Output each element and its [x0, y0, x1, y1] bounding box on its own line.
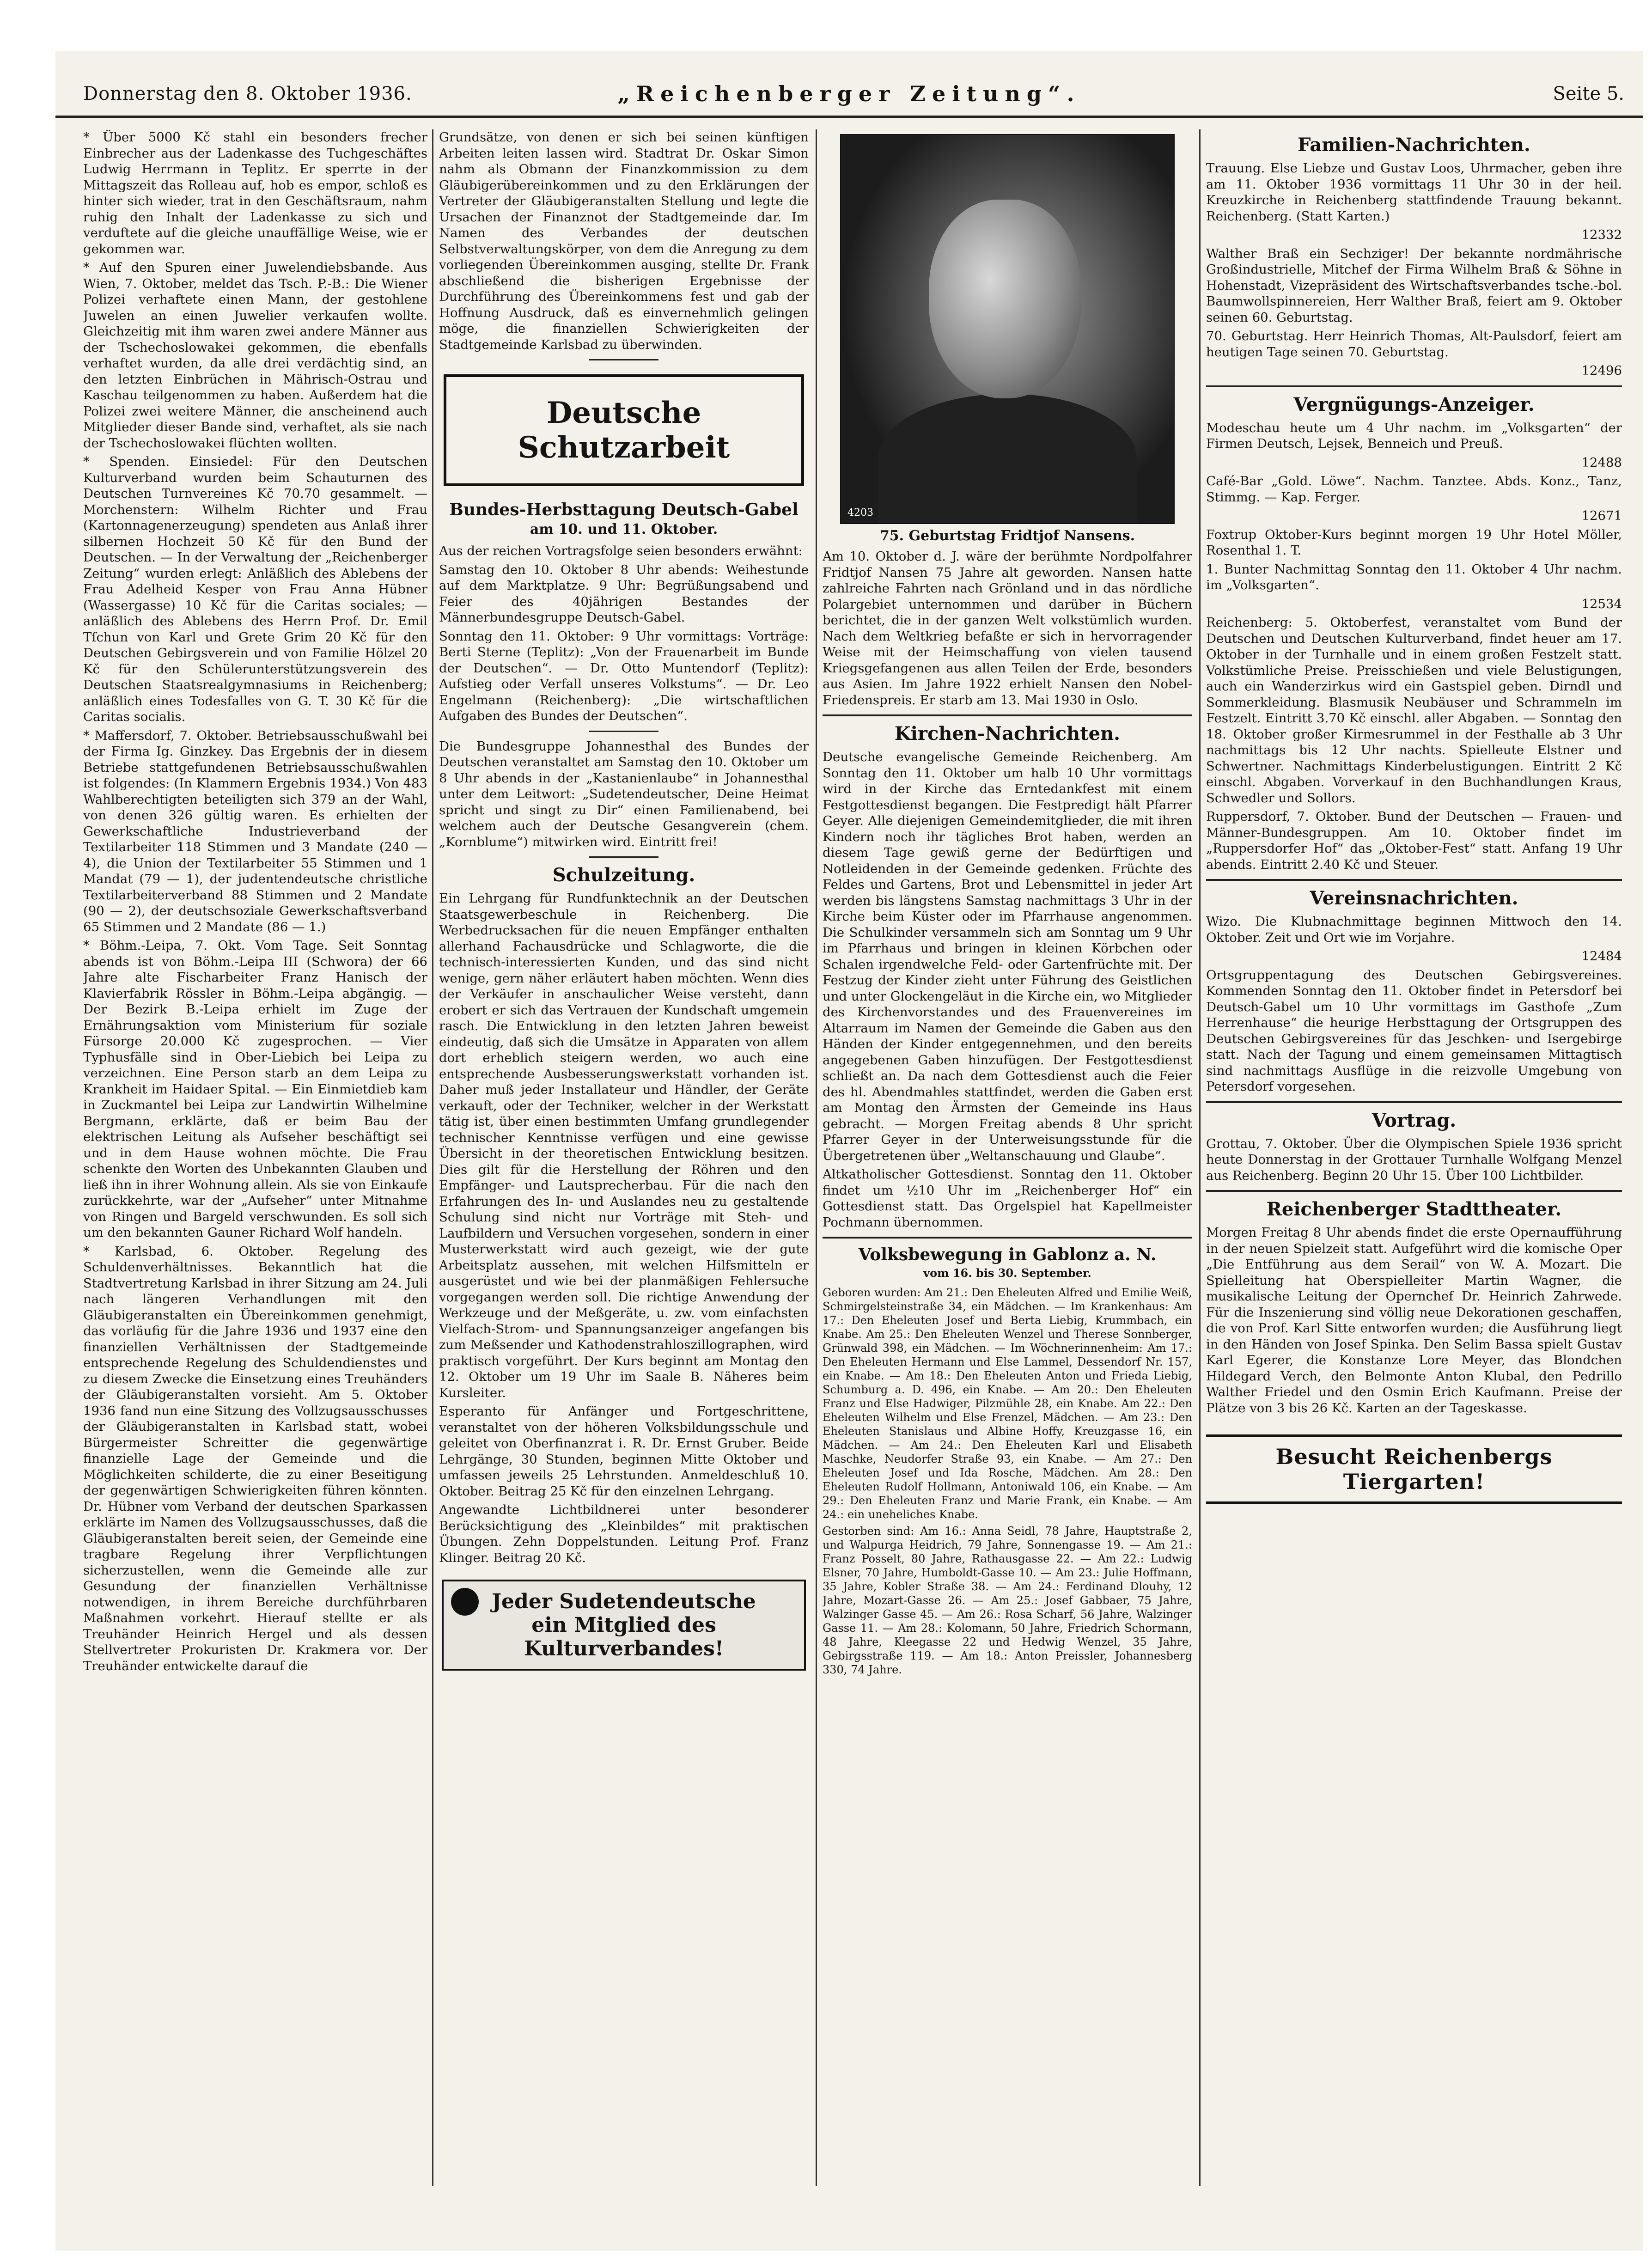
article-nansen: Am 10. Oktober d. J. wäre der berühmte Nordpolfahrer Fridtjof Nansen 75 Jahre alt geworden. Nansen hatte zahlreiche Fahrten nach Grönland und in das nördliche Polargebiet unternommen und darüber in Büchern berichtet, die in der ganzen Welt volkstümlich wurden. Nach dem Weltkrieg befaßte er sich in hervorragender Weise mit der Heimschaffung von vielen tausend Kriegsgefangenen aus allen Teilen der Erde, besonders aus Asien. Im Jahre 1922 erhielt Nansen den Nobel-Friedenspreis. Er starb am 13. Mai 1930 in Oslo. [823, 549, 1192, 708]
separator [589, 856, 658, 858]
separator [823, 714, 1192, 716]
article-johannesthal: Die Bundesgruppe Johannesthal des Bundes der Deutschen veranstaltet am Samstag den 10. Oktober um 8 Uhr abends in der „Kastanienlaube“ in Johannesthal unter dem Leitwort: „Sudetendeutscher, Deine Heimat spricht und singt zu Dir“ einen Familienabend, bei welchem auch der Deutsche Gesangverein (chem. „Kornblume“) mitwirken wird. Eintritt frei! [439, 738, 809, 849]
heading-vergnuegungs-anzeiger: Vergnügungs-Anzeiger. [1293, 393, 1535, 415]
kulturverband-ad-line1: Jeder Sudetendeutsche [492, 1590, 756, 1613]
kulturverband-ad-line2: ein Mitglied des Kulturverbandes! [524, 1613, 724, 1660]
kulturverband-ad [442, 1580, 806, 1671]
article-karlsbad-debt: * Karlsbad, 6. Oktober. Regelung des Schuldenverhältnisses. Bekanntlich hat die Stadtvertretung Karlsbad in ihrer Sitzung am 24. Juli nach längeren Verhandlungen mit den Gläubigeranstalten ein Übereinkommen genehmigt, das vorläufig für die Jahre 1936 und 1937 eine den finanziellen Verhältnissen der Stadtgemeinde entsprechende Regelung des Schuldendienstes und zu diesem Zwecke die Einsetzung eines Treuhänders der Gläubigeranstalten vorsieht. Am 5. Oktober 1936 fand nun eine Sitzung des Vollzugsausschusses der Gläubigeranstalten in Karlsbad statt, wobei Bürgermeister Schreitter die gegenwärtige finanzielle Lage der Gemeinde und die Möglichkeiten schilderte, die zu einer Beseitigung der gegenwärtigen Schwierigkeiten führen könnten. Dr. Hübner vom Verband der deutschen Sparkassen erklärte im Namen des Vollzugsausschusses, daß die Gläubigeranstalten bereit seien, der Gemeinde eine tragbare Regelung ihrer Verpflichtungen sicherzustellen, wenn die Gemeinde alle zur Gesundung der finanziellen Verhältnisse notwendigen, in ihrem Bereiche durchführbaren Maßnahmen vorkehrt. Hierauf stellte er als Treuhänder Heinrich Hergel und als dessen Stellvertreter Prokuristen Dr. Krakmera vor. Der Treuhänder entwickelte darauf die [83, 1244, 427, 1673]
article-altkatholisch: Altkatholischer Gottesdienst. Sonntag den 11. Oktober findet um ½10 Uhr im „Reichenberger Hof“ ein Gottesdienst statt. Das Orgelspiel hat Kapellmeister Pochmann übernommen. [823, 1167, 1192, 1230]
notice-number: 12496 [1581, 363, 1622, 378]
article-tagung-saturday: Samstag den 10. Oktober 8 Uhr abends: Weihestunde auf dem Marktplatze. 9 Uhr: Begrüßungsabend und Feier des 40jährigen Bestandes der Männerbundesgruppe Deutsch-Gabel. [439, 562, 809, 625]
notice-cafe-bar: Café-Bar „Gold. Löwe“. Nachm. Tanztee. Abds. Konz., Tanz, Stimmg. — Kap. Ferger. [1206, 474, 1622, 505]
column-4 [1206, 129, 1622, 2186]
notice-bunter-nachmittag: 1. Bunter Nachmittag Sonntag den 11. Oktober 4 Uhr nachm. im „Volksgarten“. [1206, 561, 1622, 592]
notice-ruppersdorf: Ruppersdorf, 7. Oktober. Bund der Deutschen — Frauen- und Männer-Bundesgruppen. Am 10. Oktober findet im „Ruppersdorfer Hof“ das „Oktober-Fest“ statt. Anfang 19 Uhr abends. Eintritt 2.40 Kč und Steuer. [1206, 809, 1622, 872]
separator [1206, 1101, 1622, 1103]
column-rule [816, 129, 817, 2186]
newspaper-page [55, 51, 1643, 2251]
notice-number: 12332 [1581, 227, 1622, 242]
kulturverband-logo-icon [451, 1588, 479, 1616]
article-evangelische-gemeinde: Deutsche evangelische Gemeinde Reichenberg. Am Sonntag den 11. Oktober um halb 10 Uhr vormittags wird in der Kirche das Erntedankfest mit einem Festgottesdienst begangen. Die Festpredigt hält Pfarrer Geyer. Alle diejenigen Gemeindemitglieder, die mit ihren Kindern noch ihr tägliches Brot haben, werden an diesem Tage gewiß gerne der Bedürftigen und Notleidenden in der Gemeinde gedenken. Früchte des Feldes und Gartens, Brot und Lebensmittel in jeder Art werden bis längstens Samstag nachmittags 3 Uhr in der Kirche beim Küster oder im Pfarrhause angenommen. Die Schulkinder versammeln sich am Sonntag um 9 Uhr im Pfarrhaus und bringen in kleinen Körbchen oder Schalen irgendwelche Feld- oder Gartenfrüchte mit. Der Festzug der Kinder zieht unter Führung des Geistlichen und unter Glockengeläut in die Kirche ein, wo Mitglieder des Kirchenvorstandes und des Frauenvereines im Altarraum im Namen der Gemeinde die Gaben aus den Händen der Kinder entgegennehmen, und den bereits angegebenen Gaben hinzufügen. Der Festgottesdienst schließt an. Da nach dem Gottesdienst auch die Feier des hl. Abendmahles stattfindet, werden die Gaben erst am Montag den Ärmsten der Gemeinde ins Haus gebracht. — Morgen Freitag abends 8 Uhr spricht Pfarrer Geyer in der Unterweisungsstunde für die Übergetretenen über „Weltanschauung und Glaube“. [823, 750, 1192, 1163]
heading-bundes-herbsttagung: Bundes-Herbsttagung Deutsch-Gabel [449, 500, 799, 519]
column-3 [823, 129, 1192, 2186]
article-maffersdorf-election: * Maffersdorf, 7. Oktober. Betriebsausschußwahl bei der Firma Ig. Ginzkey. Das Ergebnis der in diesem Betriebe stattgefundenen Betriebsausschußwahlen ist folgendes: (In Klammern Ergebnis 1934.) Von 483 Wahlberechtigten beteiligten sich 379 an der Wahl, von denen 326 gültig waren. Es erhielten der Gewerkschaftliche Industrieverband der Textilarbeiter 118 Stimmen und 3 Mandate (240 — 4), die Union der Textilarbeiter 55 Stimmen und 1 Mandat (79 — 1), der judentendeutsche christliche Textilarbeiterverband 88 Stimmen und 2 Mandate (90 — 2), der deutschsoziale Gewerkschaftsverband 65 Stimmen und 2 Mandate (86 — 1.) [83, 728, 427, 934]
list-births: Geboren wurden: Am 21.: Den Eheleuten Alfred und Emilie Weiß, Schmirgelsteinstraße 34, ein Mädchen. — Im Krankenhaus: Am 17.: Den Eheleuten Josef und Berta Liebig, Krummbach, ein Knabe. Am 25.: Den Eheleuten Wenzel und Therese Sonnberger, Grünwald 398, ein Mädchen. — Im Wöchnerinnenheim: Am 17.: Den Eheleuten Hermann und Else Lammel, Dessendorf Nr. 157, ein Knabe. — Am 18.: Den Eheleuten Anton und Frieda Liebig, Schumburg a. D. 496, ein Knabe. — Am 20.: Den Eheleuten Franz und Else Hadwiger, Pilzmühle 28, ein Knabe. Am 22.: Den Eheleuten Wilhelm und Else Frenzel, Mädchen. — Am 23.: Den Eheleuten Stanislaus und Albine Hoffy, Kreuzgasse 16, ein Mädchen. — Am 24.: Den Eheleuten Karl und Elisabeth Maschke, Neudorfer Straße 93, ein Knabe. — Am 27.: Den Eheleuten Josef und Ida Rosche, Mädchen. Am 28.: Den Eheleuten Rudolf Hollmann, Antoniwald 106, ein Knabe. — Am 29.: Den Eheleuten Franz und Marie Frank, ein Knabe. — Am 24.: ein uneheliches Knabe. [823, 1286, 1192, 1521]
heading-kirchen-nachrichten: Kirchen-Nachrichten. [894, 723, 1121, 744]
notice-number: 12484 [1581, 949, 1622, 964]
tiergarten-ad: Besucht Reichenbergs Tiergarten! [1206, 1434, 1622, 1504]
nansen-portrait-photo [840, 134, 1175, 524]
heading-vereinsnachrichten: Vereinsnachrichten. [1310, 887, 1518, 909]
notice-oktoberfest: Reichenberg: 5. Oktoberfest, veranstaltet vom Bund der Deutschen und Deutschen Kulturverband, findet heuer am 17. Oktober in der Turnhalle und in einem großen Festzelt statt. Volkstümliche Preise. Preisschießen und viele Belustigungen, auch ein Wanderzirkus wird ein Gastspiel geben. Dirndl und Sommerkleidung. Blasmusik Neubäuser und Schrammeln im Festzelt. Eintritt 3.70 Kč einschl. aller Abgaben. — Sonntag den 18. Oktober großer Kirmesrummel in der Festhalle ab 3 Uhr nachmittags bis 12 Uhr nachts. Spielleute Elstner und Schwertner. Nachmittags Kinderbelustigungen. Eintritt 2 Kč einschl. Abgaben. Vorverkauf in den Buchhandlungen Kraus, Schwedler und Sollors. [1206, 615, 1622, 806]
separator [1206, 879, 1622, 881]
notice-thomas-birthday: 70. Geburtstag. Herr Heinrich Thomas, Alt-Paulsdorf, feiert am heutigen Tage seinen 70. Geburtstag. [1206, 329, 1622, 360]
column-rule [1199, 129, 1201, 2186]
article-theft-teplitz: * Über 5000 Kč stahl ein besonders frecher Einbrecher aus der Ladenkasse des Tuchgeschäftes Ludwig Herrmann in Teplitz. Er sperrte in der Mittagszeit das Rolleau auf, hob es empor, schloß es hinter sich wieder, trat in den Geschäftsraum, nahm ruhig den Inhalt der Ladenkasse zu sich und verduftete auf die gleiche unauffällige Weise, wie er gekommen war. [83, 130, 427, 256]
photo-number: 4203 [847, 507, 873, 519]
heading-volksbewegung-dates: vom 16. bis 30. September. [923, 1266, 1091, 1280]
notice-trauung: Trauung. Else Liebze und Gustav Loos, Uhrmacher, geben ihre am 11. Oktober 1936 vormittags 11 Uhr 30 in der heil. Kreuzkirche in Reichenberg stattfindende Trauung bekannt. Reichenberg. (Statt Karten.) [1206, 161, 1622, 224]
article-tagung-intro: Aus der reichen Vortragsfolge seien besonders erwähnt: [439, 543, 803, 558]
column-2 [439, 129, 809, 2186]
notice-number: 12488 [1581, 455, 1622, 470]
heading-bundes-herbsttagung-date: am 10. und 11. Oktober. [530, 521, 718, 537]
masthead [55, 79, 1643, 118]
masthead-page-number: Seite 5. [1553, 83, 1624, 104]
column-rule [432, 129, 433, 2186]
article-lichtbildnerei: Angewandte Lichtbildnerei unter besonderer Berücksichtigung des „Kleinbildes“ mit praktischen Übungen. Zehn Doppelstunden. Leitung Prof. Franz Klinger. Beitrag 20 Kč. [439, 1502, 809, 1565]
notice-theater-opera: Morgen Freitag 8 Uhr abends findet die erste Opernaufführung in der neuen Spielzeit statt. Aufgeführt wird die komische Oper „Die Entführung aus dem Serail“ von W. A. Mozart. Die Spielleitung hat Oberspielleiter Martin Wagner, die musikalische Leitung der Opernchef Dr. Heinrich Zahrwede. Für die Inszenierung sind völlig neue Dekorationen geschaffen, die von Prof. Karl Sitte entworfen wurden; die Ausführung liegt in den Händen von Josef Spinka. Den Selim Bassa spielt Gustav Karl Egerer, die Konstanze Lore Meyer, das Blondchen Hildegard Verch, den Belmonte Anton Klubal, den Pedrillo Walther Friedel und den Osmin Erich Kaufmann. Preise der Plätze von 3 bis 26 Kč. Karten an der Tageskasse. [1206, 1225, 1622, 1416]
separator [589, 731, 658, 732]
heading-familien-nachrichten: Familien-Nachrichten. [1298, 134, 1530, 156]
photo-caption: 75. Geburtstag Fridtjof Nansens. [879, 528, 1135, 544]
notice-modeschau: Modeschau heute um 4 Uhr nachm. im „Volksgarten“ der Firmen Deutsch, Lejsek, Benneich und Preuß. [1206, 420, 1622, 451]
article-jewel-thieves: * Auf den Spuren einer Juwelendiebsbande. Aus Wien, 7. Oktober, meldet das Tsch. P.-B.: Die Wiener Polizei verhaftete einen Mann, der gestohlene Juwelen an einen Juwelier verkaufen wollte. Gleichzeitig mit ihm waren zwei andere Männer aus der Tschechoslowakei gekommen, die ebenfalls verhaftet wurden, da alle drei verdächtig sind, an den letzten Einbrüchen in Mährisch-Ostrau und Kaschau teilgenommen zu haben. Außerdem hat die Polizei zwei weitere Männer, die anscheinend auch Mitglieder dieser Bande sind, verhaftet, als sie nach der Tschechoslowakei flüchten wollten. [83, 260, 427, 451]
column-1 [83, 129, 427, 2186]
article-esperanto: Esperanto für Anfänger und Fortgeschrittene, veranstaltet von der höheren Volksbildungsschule und geleitet von Oberfinanzrat i. R. Dr. Ernst Gruber. Beide Lehrgänge, 30 Stunden, beginnen Mitte Oktober und umfassen jeweils 25 Lehrstunden. Anmeldeschluß 10. Oktober. Beitrag 25 Kč für den einzelnen Lehrgang. [439, 1404, 809, 1499]
article-karlsbad-continued: Grundsätze, von denen er sich bei seinen künftigen Arbeiten leiten lassen wird. Stadtrat Dr. Oskar Simon nahm als Obmann der Finanzkommission zu dem Gläubigerübereinkommen und zu den Erklärungen der Vertreter der Gläubigeranstalten Stellung und legte die Ursachen der Finanznot der Stadtgemeinde dar. Im Namen des Verbandes der deutschen Selbstverwaltungskörper, von dem die Anregung zu dem vorliegenden Übereinkommen ausging, stellte Dr. Frank abschließend die bisherigen Ergebnisse der Durchführung des Übereinkommens fest und gab der Hoffnung Ausdruck, daß es einvernehmlich gelingen möge, die finanziellen Schwierigkeiten der Stadtgemeinde Karlsbad zu überwinden. [439, 130, 809, 352]
notice-wizo: Wizo. Die Klubnachmittage beginnen Mittwoch den 14. Oktober. Zeit und Ort wie im Vorjahre. [1206, 914, 1622, 945]
masthead-date: Donnerstag den 8. Oktober 1936. [83, 83, 412, 104]
masthead-title: „Reichenberger Zeitung“. [617, 81, 1081, 106]
notice-number: 12671 [1581, 508, 1622, 523]
heading-volksbewegung: Volksbewegung in Gablonz a. N. [858, 1245, 1157, 1264]
separator [823, 1237, 1192, 1239]
notice-oktober-kurs: Foxtrup Oktober-Kurs beginnt morgen 19 Uhr Hotel Möller, Rosenthal 1. T. [1206, 527, 1622, 558]
article-donations: * Spenden. Einsiedel: Für den Deutschen Kulturverband wurden beim Schauturnen des Deutschen Turnvereines Kč 70.70 gesammelt. — Morchenstern: Wilhelm Richter und Frau (Kartonnagenerzeugung) spendeten aus Anlaß ihrer silbernen Hochzeit 50 Kč für den Bund der Deutschen. — In der Verwaltung der „Reichenberger Zeitung“ wurden erlegt: Anläßlich des Ablebens der Frau Adelheid Kesper von Frau Anna Hübner (Wassergasse) 10 Kč für die Caritas sociales; — anläßlich des Ablebens des Herrn Prof. Dr. Emil Tſchun von Karl und Grete Grim 20 Kč für den Deutschen Gebirgsverein und von Familie Hölzel 20 Kč für den Schülerunterstützungsverein des Deutschen Staatsrealgymnasiums in Reichenberg; anläßlich eines Todesfalles von G. T. 30 Kč für die Caritas socialis. [83, 454, 427, 724]
article-boehm-leipa: * Böhm.-Leipa, 7. Okt. Vom Tage. Seit Sonntag abends ist von Böhm.-Leipa III (Schwora) der 66 Jahre alte Fischarbeiter Franz Hanisch der Klavierfabrik Rössler in Böhm.-Leipa abgängig. — Der Bezirk B.-Leipa erhielt im Zuge der Ernährungsaktion vom Ministerium für soziale Fürsorge 20.000 Kč zugesprochen. — Vier Typhusfälle sind in Ober-Liebich bei Leipa zu verzeichnen. Eine Person starb an dem Leipa zu Krankheit im Haidaer Spital. — Ein Einmietdieb kam in Zuckmantel bei Leipa zur Landwirtin Wilhelmine Bergmann, erklärte, daß er beim Bau der elektrischen Leitung als Aufseher beschäftigt sei und in dem Hause wohnen möchte. Die Frau schenkte den Worten des Unbekannten Glauben und ließ ihn in ihrer Wohnung allein. Als sie von Einkaufe zurückkehrte, war der „Aufseher“ unter Mitnahme von Ringen und Bargeld verschwunden. Es soll sich um den bekannten Gauner Richard Wolf handeln. [83, 938, 427, 1240]
notice-brass-birthday: Walther Braß ein Sechziger! Der bekannte nordmährische Großindustrielle, Mitchef der Firma Wilhelm Braß & Söhne in Hohenstadt, Vizepräsident des Wirtschaftsverbandes tsche.-bol. Baumwollspinnereien, Herr Walther Braß, feiert am 9. Oktober seinen 60. Geburtstag. [1206, 246, 1622, 325]
heading-vortrag: Vortrag. [1372, 1109, 1457, 1131]
separator [589, 359, 658, 360]
heading-schulzeitung: Schulzeitung. [552, 864, 695, 886]
notice-number: 12534 [1581, 596, 1622, 611]
article-tagung-sunday: Sonntag den 11. Oktober: 9 Uhr vormittags: Vorträge: Berti Sterne (Teplitz): „Von der Frauenarbeit im Bunde der Deutschen“. — Dr. Otto Muntendorf (Teplitz): Aufstieg oder Verfall unseres Volkstums“. — Dr. Leo Engelmann (Reichenberg): „Die wirtschaftlichen Aufgaben des Bundes der Deutschen“. [439, 629, 809, 723]
heading-stadttheater: Reichenberger Stadttheater. [1266, 1198, 1562, 1220]
separator [1206, 385, 1622, 387]
notice-olympia-vortrag: Grottau, 7. Oktober. Über die Olympischen Spiele 1936 spricht heute Donnerstag in der Grottauer Turnhalle Wolfgang Menzel aus Reichenberg. Beginn 20 Uhr 15. Über 100 Lichtbilder. [1206, 1136, 1622, 1183]
article-rundfunk-course: Ein Lehrgang für Rundfunktechnik an der Deutschen Staatsgewerbeschule in Reichenberg. Die Werbedrucksachen für die neuen Empfänger enthalten allerhand Fachausdrücke und Schlagworte, die die technisch-interessierten Kunden, und das sind nicht wenige, gern näher erläutert haben möchten. Wenn dies der Verkäufer in anschaulicher Weise versteht, dann erobert er sich das Vertrauen der Kundschaft umgemein rasch. Die Entwicklung in den letzten Jahren beweist eindeutig, daß sich die Umsätze in Apparaten von allem dort erheblich steigern werden, wo auch eine entsprechende Ausbesserungswerkstatt vorhanden ist. Daher muß jeder Installateur und Händler, der Geräte verkauft, oder der Techniker, welcher in der Werkstatt tätig ist, über einen bestimmten Umfang grundlegender technischer Kenntnisse verfügen und eine gewisse Übersicht in der theoretischen Entwicklung besitzen. Dies gilt für die Herstellung der Röhren und den Empfänger- und Lautsprecherbau. Für die nach den Erfahrungen des In- und Auslandes neu zu gestaltende Schulung sind nicht nur Vorträge mit Steh- und Laufbildern und Versuchen vorgesehen, sondern in einer Musterwerkstatt wird auch gezeigt, wie der gute Arbeitsplatz aussehen, mit welchen Hilfsmitteln er ausgerüstet und wie bei der planmäßigen Fehlersuche vorgegangen werden soll. Die richtige Anwendung der Werkzeuge und der Meßgeräte, u. zw. vom einfachsten Vielfach-Strom- und Spannungsanzeiger angefangen bis zum Meßsender und Kathodenstrahloszillographen, wird praktisch vorgeführt. Der Kurs beginnt am Montag den 12. Oktober um 19 Uhr im Saale B. Näheres beim Kursleiter. [439, 891, 809, 1400]
section-box-deutsche-schutzarbeit: Deutsche Schutzarbeit [444, 374, 804, 486]
list-deaths: Gestorben sind: Am 16.: Anna Seidl, 78 Jahre, Hauptstraße 2, und Walpurga Heidrich, 79 Jahre, Sonnengasse 19. — Am 21.: Franz Posselt, 80 Jahre, Rathausgasse 22. — Am 22.: Ludwig Elsner, 70 Jahre, Humboldt-Gasse 10. — Am 23.: Julie Hoffmann, 35 Jahre, Kobler Straße 38. — Am 24.: Ferdinand Dlouhy, 12 Jahre, Mozart-Gasse 26. — Am 25.: Josef Gabbaer, 75 Jahre, Walzinger Gasse 45. — Am 26.: Rosa Scharf, 56 Jahre, Walzinger Gasse 11. — Am 28.: Kolomann, 50 Jahre, Friedrich Schormann, 48 Jahre, Kleegasse 22 und Hedwig Wenzel, 35 Jahre, Gebirgsstraße 119. — Am 18.: Anton Preissler, Johannesberg 330, 74 Jahre. [823, 1525, 1192, 1676]
notice-gebirgsverein: Ortsgruppentagung des Deutschen Gebirgsvereines. Kommenden Sonntag den 11. Oktober findet in Petersdorf bei Deutsch-Gabel um 10 Uhr vormittags im Gasthofe „Zum Herrenhause“ die heurige Herbsttagung der Ortsgruppen des Deutschen Gebirgsvereines für das Jeschken- und Isergebirge statt. Nach der Tagung und einem gemeinsamen Mittagtisch sind nachmittags Ausflüge in die reizvolle Umgebung von Petersdorf vorgesehen. [1206, 967, 1622, 1094]
separator [1206, 1190, 1622, 1192]
